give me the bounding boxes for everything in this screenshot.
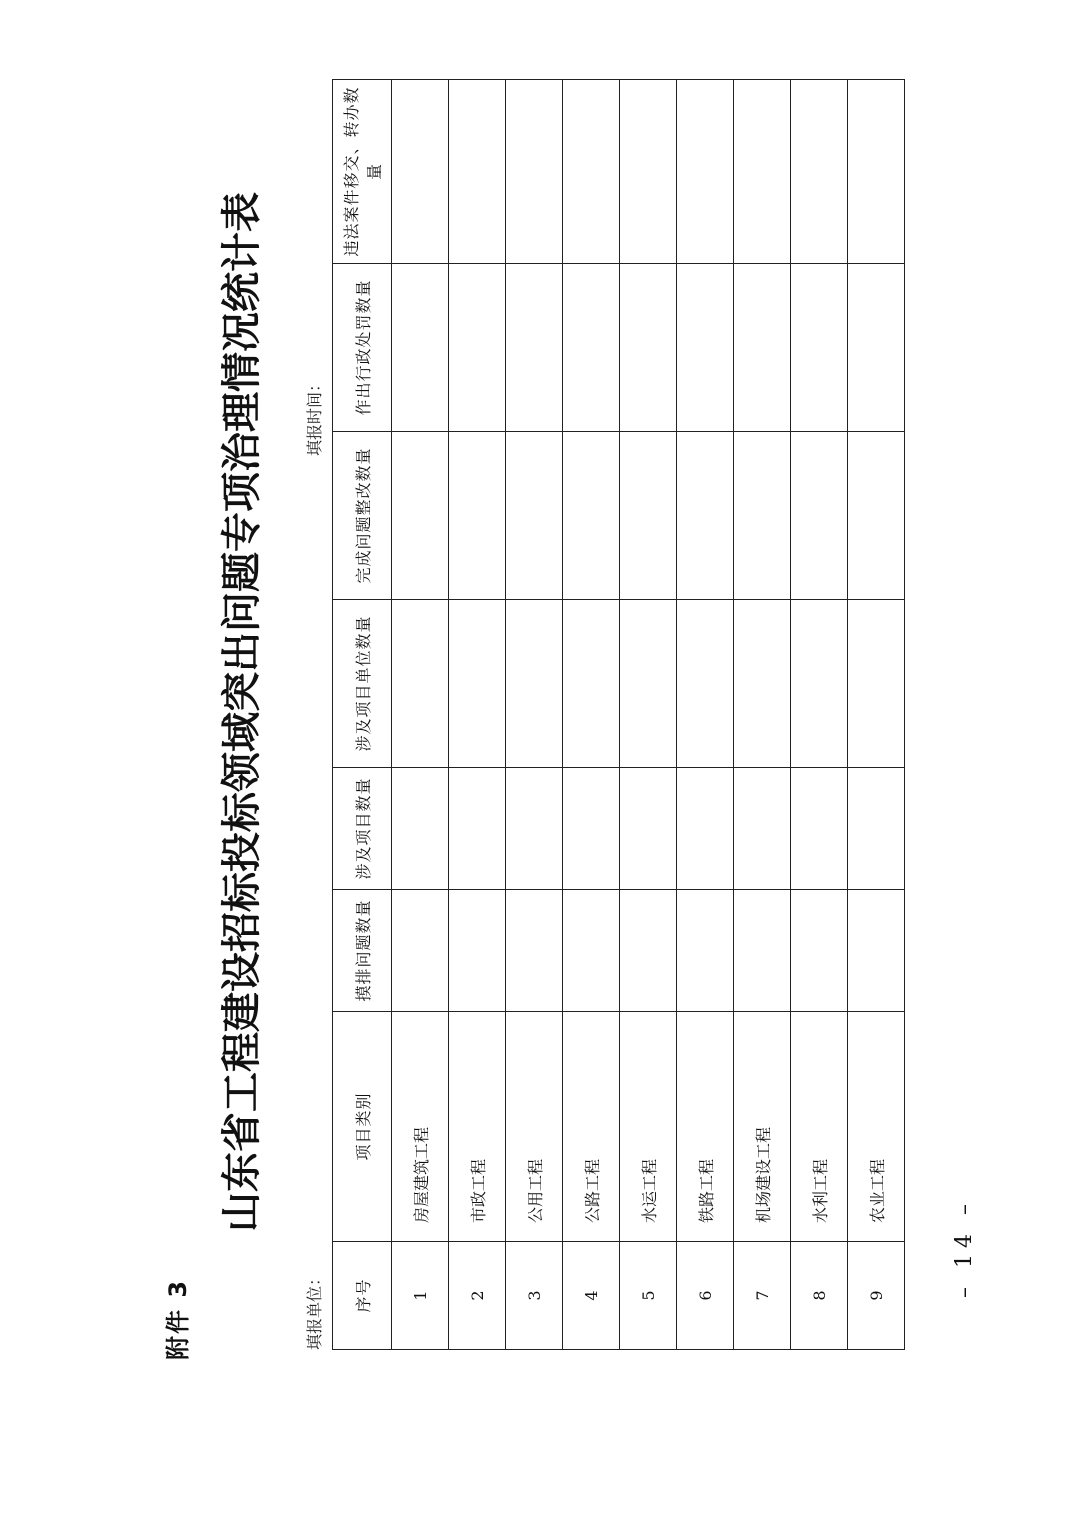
empty-cell[interactable]	[848, 890, 905, 1012]
empty-cell[interactable]	[392, 432, 449, 600]
empty-cell[interactable]	[620, 432, 677, 600]
empty-cell[interactable]	[392, 264, 449, 432]
row-category: 公路工程	[563, 1012, 620, 1242]
empty-cell[interactable]	[392, 768, 449, 890]
table-row	[620, 80, 677, 1350]
document-title: 山东省工程建设招标投标领域突出问题专项治理情况统计表	[218, 192, 265, 1232]
header-cell: 违法案件移交、转办数量	[333, 80, 392, 264]
empty-cell[interactable]	[620, 768, 677, 890]
table-row	[677, 80, 734, 1350]
empty-cell[interactable]	[734, 264, 791, 432]
table-row	[392, 80, 449, 1350]
empty-cell[interactable]	[506, 890, 563, 1012]
row-category: 农业工程	[848, 1012, 905, 1242]
empty-cell[interactable]	[563, 432, 620, 600]
row-number: 6	[677, 1242, 734, 1350]
empty-cell[interactable]	[563, 600, 620, 768]
empty-cell[interactable]	[506, 432, 563, 600]
empty-cell[interactable]	[449, 264, 506, 432]
header-cell: 序号	[333, 1242, 392, 1350]
row-category: 水利工程	[791, 1012, 848, 1242]
empty-cell[interactable]	[848, 600, 905, 768]
attachment-label: 附件 3	[164, 1278, 192, 1360]
row-category: 房屋建筑工程	[392, 1012, 449, 1242]
empty-cell[interactable]	[677, 600, 734, 768]
empty-cell[interactable]	[563, 80, 620, 264]
empty-cell[interactable]	[848, 264, 905, 432]
empty-cell[interactable]	[791, 890, 848, 1012]
empty-cell[interactable]	[677, 80, 734, 264]
header-cell: 作出行政处罚数量	[333, 264, 392, 432]
empty-cell[interactable]	[620, 890, 677, 1012]
header-cell: 涉及项目单位数量	[333, 600, 392, 768]
table-header-row	[333, 80, 392, 1350]
empty-cell[interactable]	[392, 80, 449, 264]
empty-cell[interactable]	[848, 768, 905, 890]
table-row	[449, 80, 506, 1350]
empty-cell[interactable]	[734, 600, 791, 768]
row-number: 3	[506, 1242, 563, 1350]
row-number: 1	[392, 1242, 449, 1350]
row-number: 8	[791, 1242, 848, 1350]
empty-cell[interactable]	[506, 768, 563, 890]
empty-cell[interactable]	[563, 264, 620, 432]
empty-cell[interactable]	[848, 432, 905, 600]
empty-cell[interactable]	[848, 80, 905, 264]
table-row	[734, 80, 791, 1350]
empty-cell[interactable]	[734, 768, 791, 890]
empty-cell[interactable]	[620, 600, 677, 768]
empty-cell[interactable]	[449, 768, 506, 890]
row-category: 水运工程	[620, 1012, 677, 1242]
empty-cell[interactable]	[734, 432, 791, 600]
row-category: 铁路工程	[677, 1012, 734, 1242]
empty-cell[interactable]	[506, 264, 563, 432]
row-number: 2	[449, 1242, 506, 1350]
empty-cell[interactable]	[392, 890, 449, 1012]
header-cell: 涉及项目数量	[333, 768, 392, 890]
row-category: 机场建设工程	[734, 1012, 791, 1242]
page-number: – 14 –	[952, 1198, 977, 1298]
empty-cell[interactable]	[620, 80, 677, 264]
header-cell: 项目类别	[333, 1012, 392, 1242]
table-row	[848, 80, 905, 1350]
empty-cell[interactable]	[677, 890, 734, 1012]
statistics-table	[332, 79, 905, 1350]
row-number: 4	[563, 1242, 620, 1350]
empty-cell[interactable]	[791, 600, 848, 768]
empty-cell[interactable]	[791, 768, 848, 890]
empty-cell[interactable]	[791, 264, 848, 432]
row-category: 公用工程	[506, 1012, 563, 1242]
empty-cell[interactable]	[563, 890, 620, 1012]
table-row	[506, 80, 563, 1350]
empty-cell[interactable]	[734, 890, 791, 1012]
empty-cell[interactable]	[677, 432, 734, 600]
empty-cell[interactable]	[791, 80, 848, 264]
empty-cell[interactable]	[449, 80, 506, 264]
fill-unit-label: 填报单位：	[305, 1269, 324, 1350]
empty-cell[interactable]	[620, 264, 677, 432]
empty-cell[interactable]	[449, 890, 506, 1012]
row-category: 市政工程	[449, 1012, 506, 1242]
empty-cell[interactable]	[734, 80, 791, 264]
empty-cell[interactable]	[677, 264, 734, 432]
empty-cell[interactable]	[506, 600, 563, 768]
table-row	[563, 80, 620, 1350]
header-cell: 摸排问题数量	[333, 890, 392, 1012]
row-number: 9	[848, 1242, 905, 1350]
empty-cell[interactable]	[563, 768, 620, 890]
row-number: 5	[620, 1242, 677, 1350]
empty-cell[interactable]	[392, 600, 449, 768]
row-number: 7	[734, 1242, 791, 1350]
empty-cell[interactable]	[506, 80, 563, 264]
empty-cell[interactable]	[449, 600, 506, 768]
empty-cell[interactable]	[449, 432, 506, 600]
fill-time-label: 填报时间：	[305, 375, 324, 456]
header-cell: 完成问题整改数量	[333, 432, 392, 600]
empty-cell[interactable]	[677, 768, 734, 890]
table-row	[791, 80, 848, 1350]
empty-cell[interactable]	[791, 432, 848, 600]
